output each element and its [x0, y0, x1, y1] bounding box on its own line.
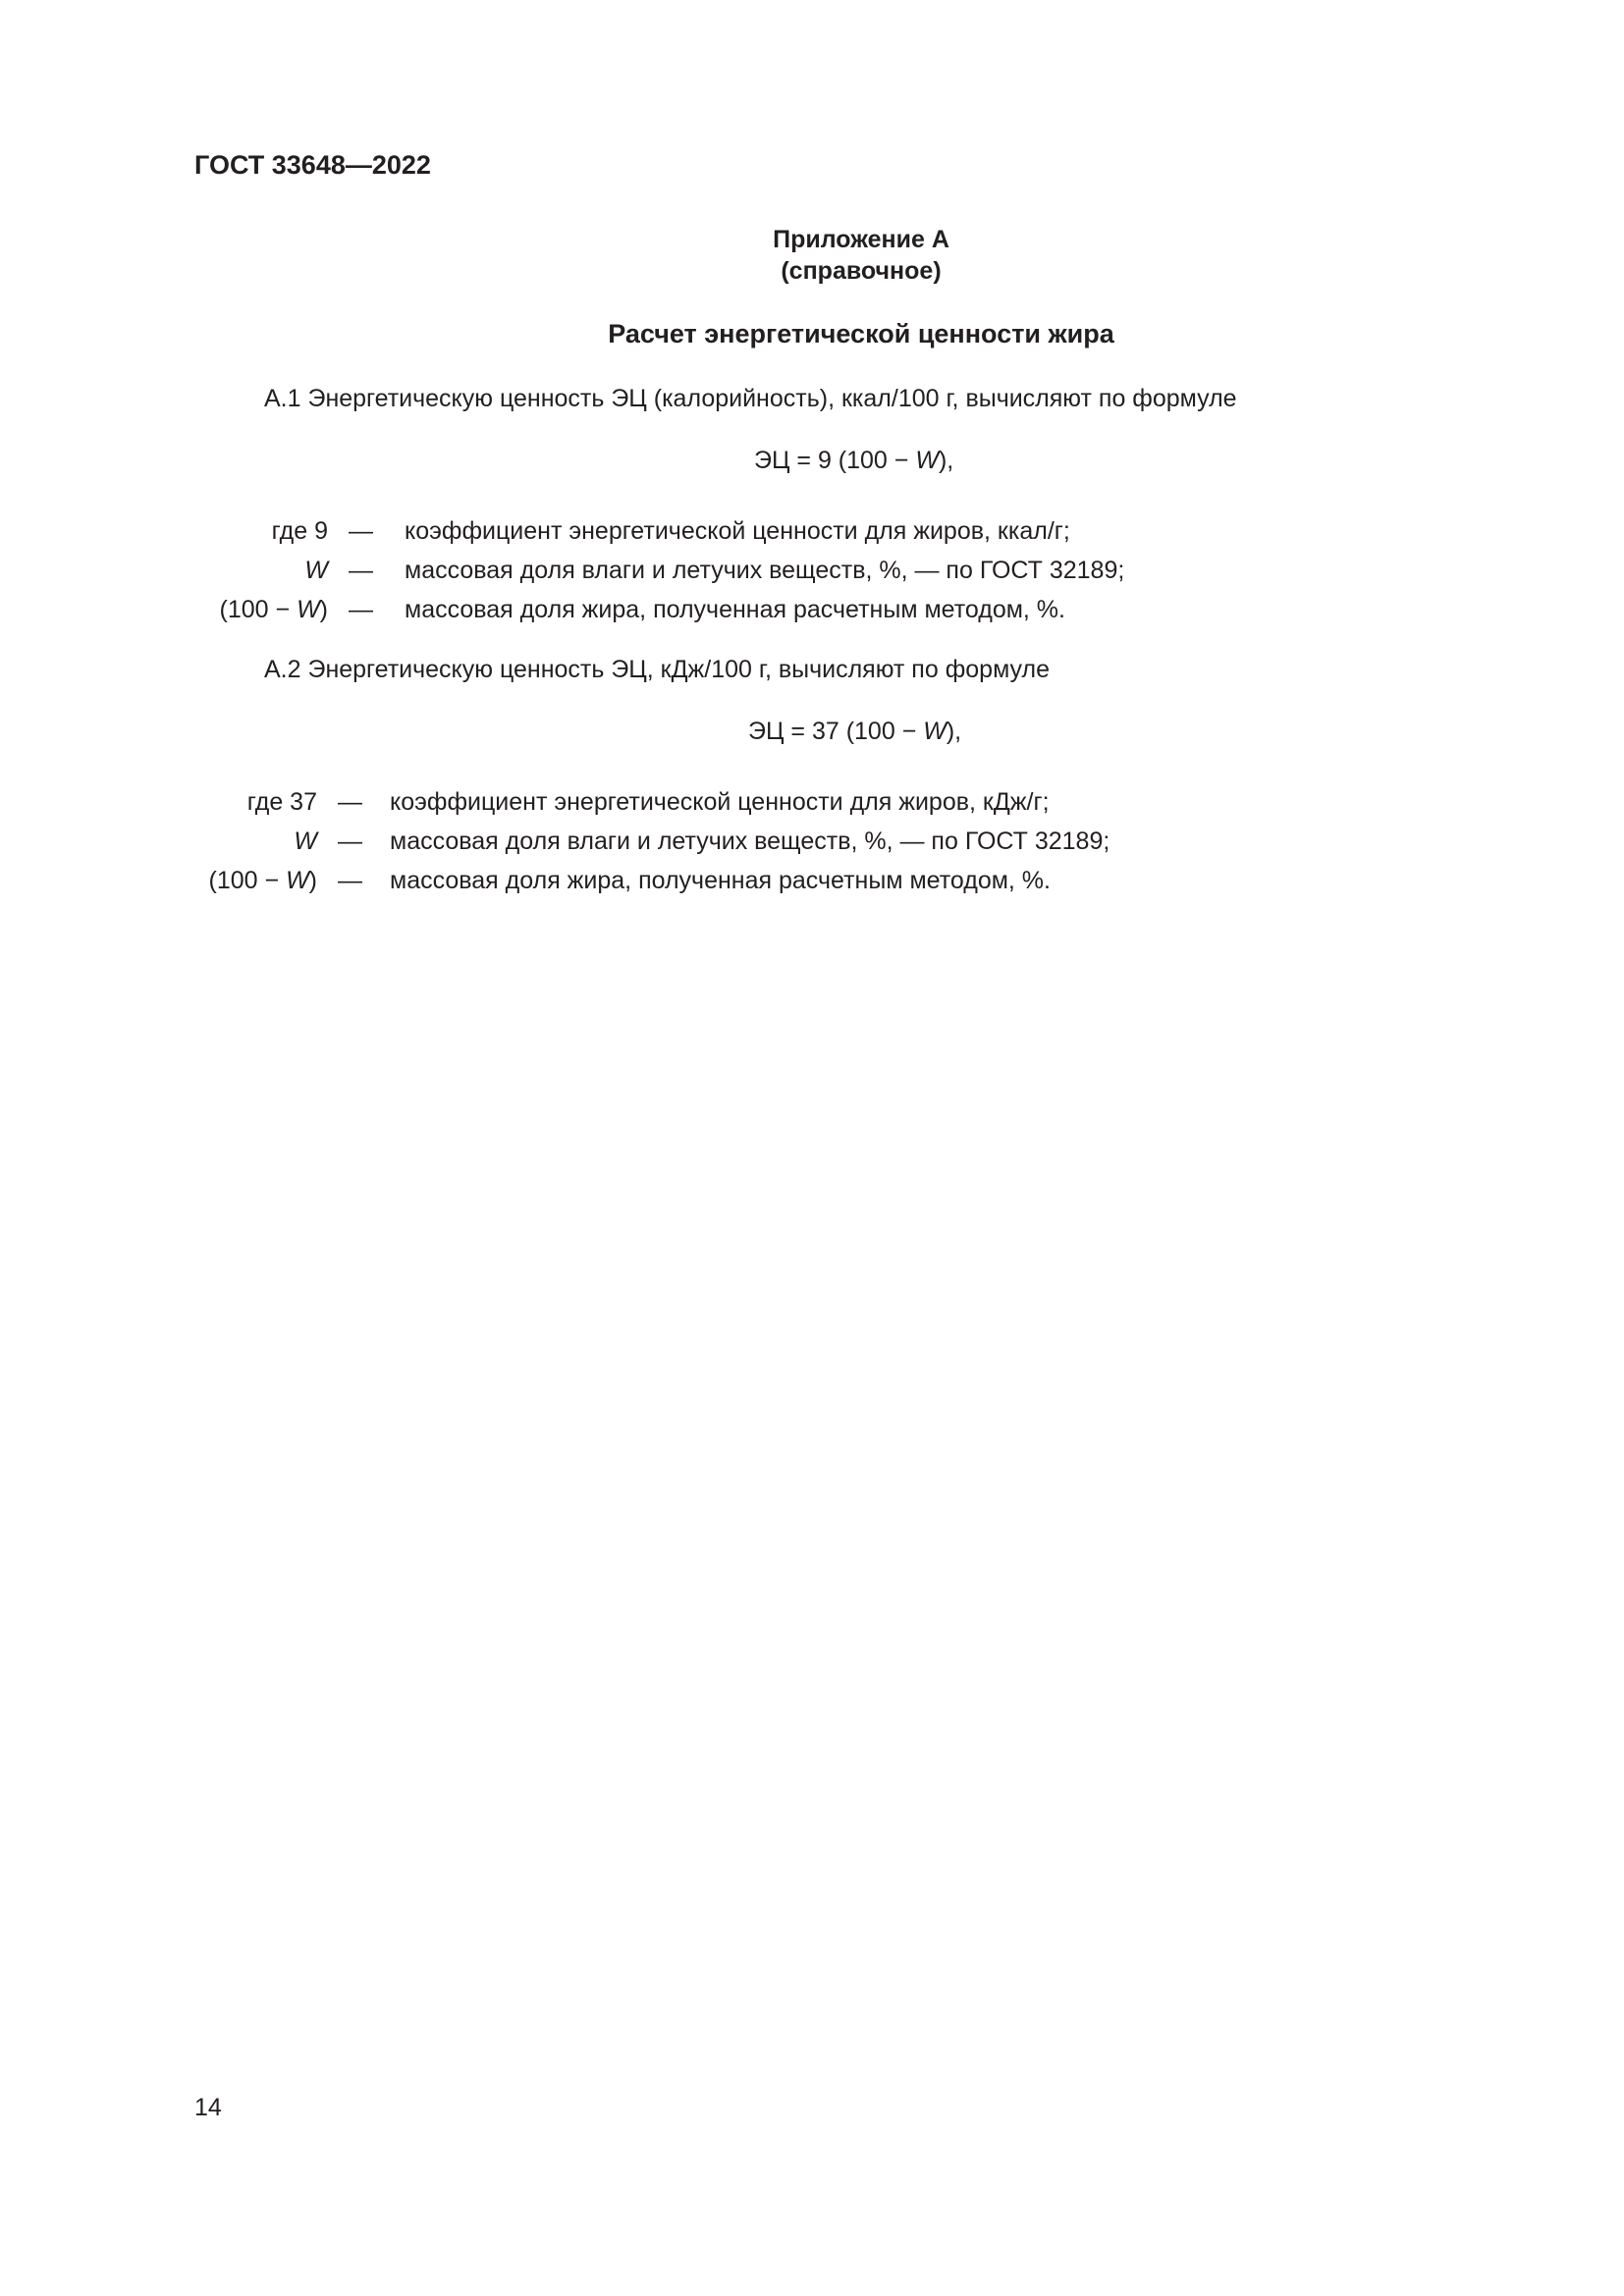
definition-row-a2-1	[0, 788, 1624, 828]
paragraph-a2: А.2 Энергетическую ценность ЭЦ, кДж/100 г, вычисляют по формуле	[264, 656, 1050, 683]
definition-text: массовая доля влаги и летучих веществ, %, — по ГОСТ 32189;	[405, 557, 1125, 584]
formula-a1-pre: ЭЦ = 9 (100 −	[754, 447, 916, 474]
definition-dash: —	[349, 557, 373, 584]
formula-a2-pre: ЭЦ = 37 (100 −	[748, 718, 924, 745]
formula-a1-post: ),	[938, 447, 954, 474]
definition-text: массовая доля влаги и летучих веществ, %, — по ГОСТ 32189;	[390, 828, 1110, 855]
definition-text: массовая доля жира, полученная расчетным методом, %.	[390, 867, 1051, 894]
formula-a1	[754, 447, 953, 475]
formula-a2	[748, 718, 961, 746]
definition-text: коэффициент энергетической ценности для жиров, кДж/г;	[390, 788, 1050, 816]
definition-row-a1-3	[0, 596, 1624, 635]
section-title: Расчет энергетической ценности жира	[608, 319, 1114, 348]
definition-dash: —	[349, 517, 373, 545]
definition-symbol: (100 − W)	[208, 867, 317, 894]
definition-symbol: где 37	[246, 788, 317, 816]
page-number: 14	[194, 2094, 222, 2121]
definition-row-a1-1	[0, 517, 1624, 557]
formula-a2-var: W	[923, 718, 947, 745]
definition-symbol: (100 − W)	[219, 596, 328, 623]
annex-kind: (справочное)	[781, 257, 942, 285]
formula-a1-var: W	[915, 447, 939, 474]
document-code: ГОСТ 33648—2022	[194, 150, 431, 180]
definition-symbol: W	[304, 557, 328, 584]
definition-dash: —	[338, 788, 362, 816]
formula-a2-post: ),	[946, 718, 962, 745]
annex-title: Приложение А	[773, 226, 949, 253]
definition-symbol: где 9	[271, 517, 328, 545]
definition-text: коэффициент энергетической ценности для жиров, ккал/г;	[405, 517, 1070, 545]
definition-row-a1-2	[0, 557, 1624, 596]
definition-row-a2-2	[0, 828, 1624, 867]
definition-dash: —	[349, 596, 373, 623]
definition-dash: —	[338, 828, 362, 855]
paragraph-a1: А.1 Энергетическую ценность ЭЦ (калорийность), ккал/100 г, вычисляют по формуле	[264, 385, 1237, 412]
definition-dash: —	[338, 867, 362, 894]
definition-symbol: W	[294, 828, 317, 855]
definition-text: массовая доля жира, полученная расчетным методом, %.	[405, 596, 1065, 623]
definition-row-a2-3	[0, 867, 1624, 906]
